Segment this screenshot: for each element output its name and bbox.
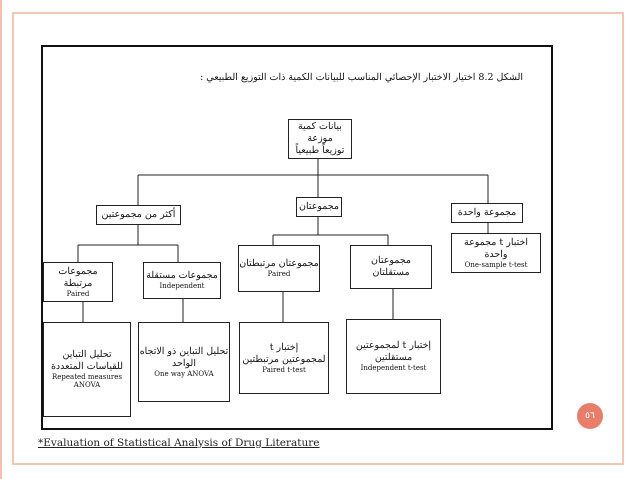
- node-text-en: Repeated measures: [51, 372, 122, 381]
- node-one-way-anova: [138, 322, 230, 402]
- figure-title: الشكل 8.2 اختيار الاختبار الإحصائي المناسب للبيانات الكمية ذات التوزيع الطبيعي :: [200, 72, 523, 83]
- node-text: مجموعات مرتبطة: [58, 265, 98, 289]
- node-text-en: Independent: [159, 282, 205, 291]
- node-text: للقياسات المتعددة: [50, 360, 124, 372]
- node-one-sample-t-test: [451, 233, 541, 273]
- node-text: مجموعات مستقلة: [146, 270, 218, 282]
- node-text: أكثر من مجموعتين: [101, 209, 176, 221]
- node-paired-t-test: [239, 322, 329, 394]
- node-text-en: Independent t-test: [360, 364, 427, 372]
- node-paired-groups: [43, 262, 113, 302]
- page-number-badge: ٥٦: [577, 403, 603, 429]
- node-repeated-measures-anova: [43, 322, 131, 417]
- node-text: مجموعتان مستقلتان: [370, 255, 412, 278]
- node-text-en: Paired t-test: [262, 365, 306, 374]
- node-text: بيانات كمية موزعة: [298, 121, 342, 145]
- node-two-groups: [296, 197, 342, 217]
- node-normal-quantitative-data: [288, 119, 352, 159]
- node-text-en: ANOVA: [73, 381, 101, 390]
- node-one-group: [451, 203, 523, 223]
- node-text-en: One-sample t-test: [464, 260, 528, 269]
- node-text: تحليل التباين ذو الاتجاه: [139, 345, 229, 357]
- flowchart-figure: [41, 45, 553, 430]
- footnote-source: *Evaluation of Statistical Analysis of Drug Literature: [38, 437, 320, 449]
- node-independent-groups: [143, 262, 221, 299]
- node-text: مستقلتين: [374, 352, 413, 364]
- node-two-independent-groups: [350, 245, 432, 289]
- node-two-paired-groups: [238, 245, 320, 292]
- node-text: مجموعة واحدة: [457, 207, 517, 219]
- node-text-en: Paired: [66, 289, 90, 298]
- node-text: اختبار t مجموعة واحدة: [464, 236, 528, 260]
- node-text: مجموعتان مرتبطتان: [239, 258, 319, 270]
- node-text: إختبار t: [269, 341, 299, 353]
- node-text: مجموعتان: [298, 201, 340, 213]
- slide-left-border: [0, 0, 2, 479]
- node-independent-t-test: [346, 319, 441, 394]
- node-text: لمجموعتين مرتبطتين: [242, 353, 326, 365]
- node-text: إختبار t لمجموعتين: [355, 340, 432, 352]
- node-text: توزيعاً طبيعياً: [295, 144, 345, 156]
- node-text: الواحد: [172, 357, 196, 369]
- node-text: تحليل التباين: [62, 348, 112, 360]
- node-more-than-two-groups: [96, 205, 181, 225]
- node-text-en: Paired: [267, 270, 291, 279]
- node-text-en: One way ANOVA: [154, 369, 214, 378]
